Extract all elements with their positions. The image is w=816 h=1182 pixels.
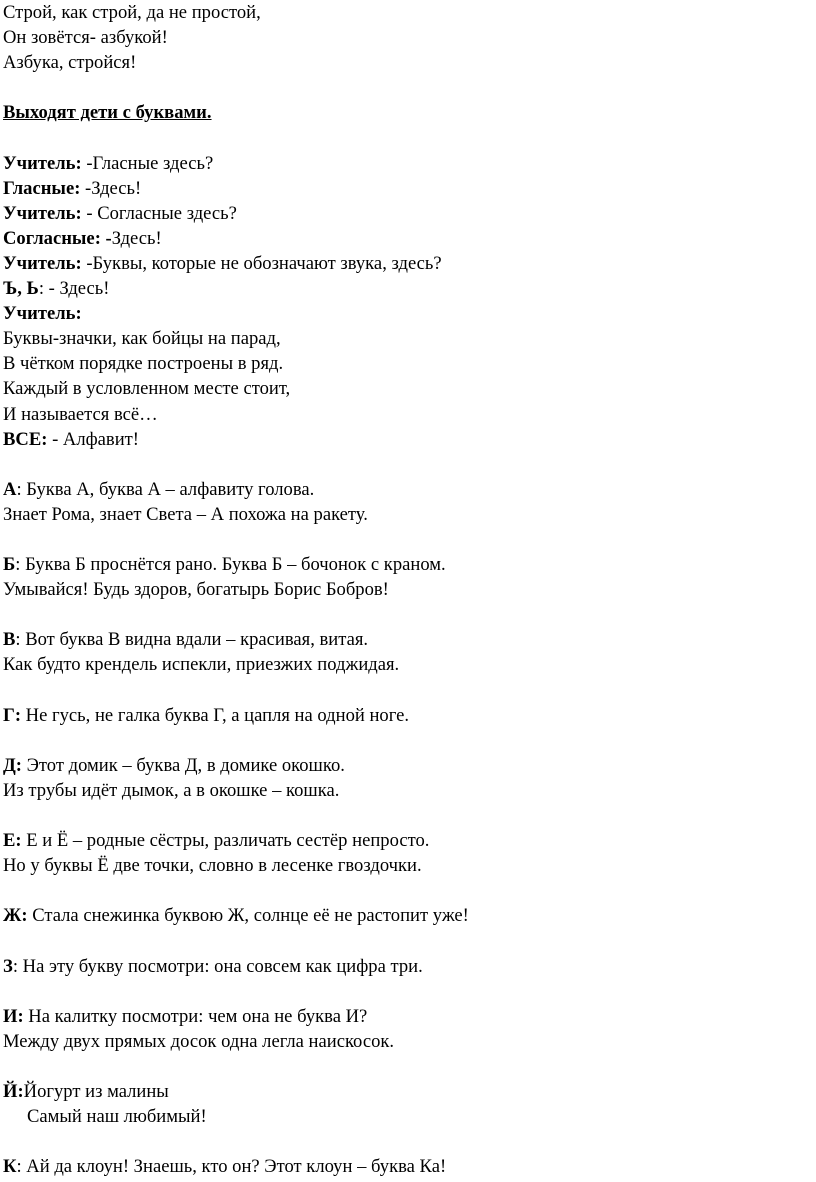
speech: Здесь!: [111, 227, 162, 249]
speaker: Учитель:: [3, 152, 82, 174]
poem-line: Каждый в условленном месте стоит,: [3, 378, 291, 400]
letter-speaker: Б: [3, 554, 16, 576]
speech: -Гласные здесь?: [81, 152, 214, 174]
letter-speaker: Д:: [3, 754, 22, 776]
letter-speaker: В: [3, 629, 16, 651]
dialogue-line: [3, 276, 803, 301]
blank-line: [3, 678, 803, 703]
blank-line: [3, 527, 803, 552]
dialogue-line: [3, 201, 803, 226]
letter-continuation: Но у буквы Ё две точки, словно в лесенке гвоздочки.: [3, 855, 422, 877]
letter-line: [3, 1004, 803, 1029]
letter-speaker: Е:: [3, 830, 22, 852]
blank-line: [3, 75, 803, 100]
letter-text: Не гусь, не галка буква Г, а цапля на одной ноге.: [21, 704, 409, 726]
letter-continuation: Из трубы идёт дымок, а в окошке – кошка.: [3, 779, 340, 801]
blank-line: [3, 928, 803, 953]
letter-line: [3, 753, 803, 778]
intro-line: Он зовётся- азбукой!: [3, 27, 168, 49]
letter-line: [3, 703, 803, 728]
speaker: Гласные:: [3, 177, 81, 199]
intro-line: Строй, как строй, да не простой,: [3, 2, 261, 23]
blank-line: [3, 125, 803, 150]
blank-line: [3, 602, 803, 627]
letter-speaker: Й:: [3, 1081, 24, 1103]
letter-line: [3, 627, 803, 652]
letter-text: : Ай да клоун! Знаешь, кто он? Этот клоун – буква Ка!: [16, 1156, 447, 1178]
letter-speaker: З: [3, 955, 13, 977]
speech: -Здесь!: [80, 177, 142, 199]
speaker: Учитель:: [3, 252, 82, 274]
letter-text: На калитку посмотри: чем она не буква И?: [23, 1005, 368, 1027]
speech: - Согласные здесь?: [81, 202, 237, 224]
speaker: Согласные: -: [3, 227, 112, 249]
blank-line: [3, 803, 803, 828]
blank-line: [3, 452, 803, 477]
dialogue-line: [3, 176, 803, 201]
letter-continuation: Знает Рома, знает Света – А похожа на ракету.: [3, 503, 368, 525]
letter-text: : Буква Б проснётся рано. Буква Б – бочонок с краном.: [15, 554, 446, 576]
blank-line: [3, 728, 803, 753]
letter-speaker: К: [3, 1156, 17, 1178]
letter-line: [3, 954, 803, 979]
letter-line: [3, 1154, 803, 1179]
letter-continuation: Самый наш любимый!: [27, 1106, 207, 1128]
blank-line: [3, 1054, 803, 1079]
speech: - Алфавит!: [47, 428, 139, 450]
letter-speaker: И:: [3, 1005, 24, 1027]
letter-text: : На эту букву посмотри: она совсем как цифра три.: [12, 955, 423, 977]
poem-line: И называется всё…: [3, 403, 158, 425]
document-page: [3, 0, 803, 1179]
letter-text: Йогурт из малины: [23, 1081, 169, 1103]
letter-continuation: Умывайся! Будь здоров, богатырь Борис Бобров!: [3, 579, 389, 601]
blank-line: [3, 1129, 803, 1154]
letter-text: : Вот буква В видна вдали – красивая, витая.: [15, 629, 369, 651]
letter-speaker: Г:: [3, 704, 22, 726]
letter-line: [3, 1079, 803, 1104]
letter-line: [3, 552, 803, 577]
speaker: Учитель:: [3, 202, 82, 224]
letter-speaker: А: [3, 478, 17, 500]
speech: : - Здесь!: [38, 278, 110, 300]
letter-continuation: Между двух прямых досок одна легла наискосок.: [3, 1030, 395, 1052]
poem-line: Буквы-значки, как бойцы на парад,: [3, 328, 281, 350]
speaker: Ъ, Ь: [3, 278, 39, 300]
dialogue-line: [3, 301, 803, 326]
letter-speaker: Ж:: [3, 905, 28, 927]
speech: -Буквы, которые не обозначают звука, здесь?: [81, 252, 442, 274]
all-reply: [3, 427, 803, 452]
letter-text: Этот домик – буква Д, в домике окошко.: [21, 754, 345, 776]
dialogue-line: [3, 251, 803, 276]
intro-line: Азбука, стройся!: [3, 52, 137, 74]
letter-line: [3, 828, 803, 853]
letter-line: [3, 477, 803, 502]
dialogue-line: [3, 151, 803, 176]
letter-text: : Буква А, буква А – алфавиту голова.: [16, 478, 315, 500]
stage-direction: Выходят дети с буквами.: [3, 102, 212, 124]
speaker: ВСЕ:: [3, 428, 48, 450]
letter-text: Е и Ё – родные сёстры, различать сестёр непросто.: [21, 830, 430, 852]
blank-line: [3, 878, 803, 903]
dialogue-line: [3, 226, 803, 251]
letter-text: Стала снежинка буквою Ж, солнце её не растопит уже!: [27, 905, 469, 927]
letter-continuation: Как будто крендель испекли, приезжих поджидая.: [3, 654, 400, 676]
speaker: Учитель:: [3, 303, 82, 325]
poem-line: В чётком порядке построены в ряд.: [3, 353, 284, 375]
letter-line: [3, 903, 803, 928]
blank-line: [3, 979, 803, 1004]
